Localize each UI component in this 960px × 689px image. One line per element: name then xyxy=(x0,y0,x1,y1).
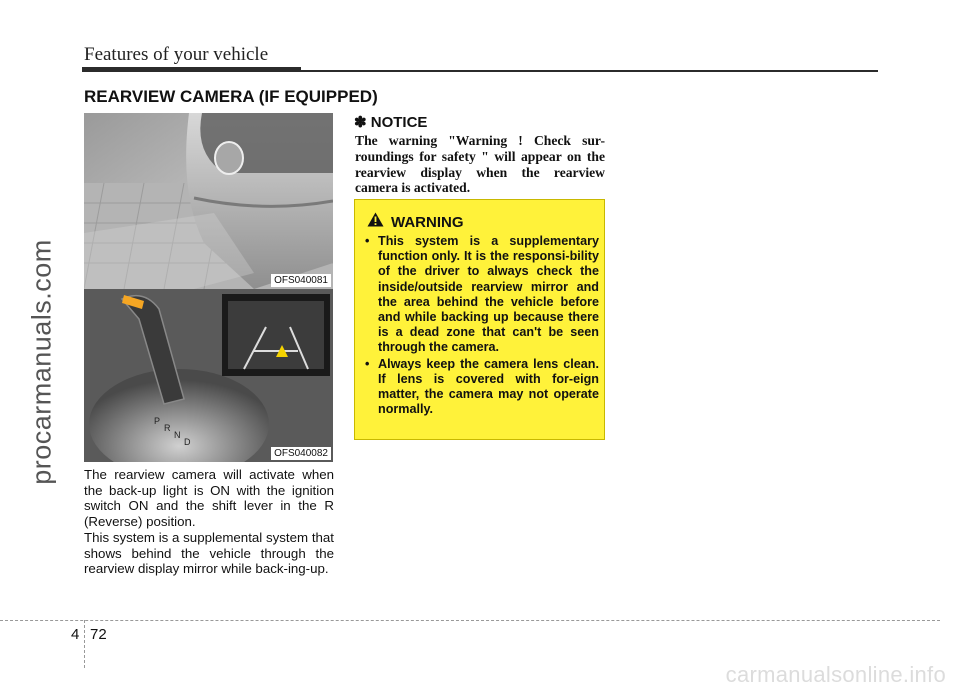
bullet: • xyxy=(365,356,370,371)
figure-code: OFS040081 xyxy=(271,274,331,287)
notice-title: ✽ NOTICE xyxy=(354,114,428,131)
svg-text:D: D xyxy=(184,437,191,447)
footer-rule xyxy=(0,620,940,621)
header-title: Features of your vehicle xyxy=(84,44,269,65)
footer-divider xyxy=(84,620,85,668)
page-number: 72 xyxy=(90,626,107,643)
body-paragraph: This system is a supplemental system that shows behind the vehicle through the rearview display mirror while back-ing-up. xyxy=(84,530,334,576)
footer-watermark: carmanualsonline.info xyxy=(725,662,946,687)
warning-title: WARNING xyxy=(391,213,464,231)
svg-text:R: R xyxy=(164,423,171,433)
side-watermark: procarmanuals.com xyxy=(26,239,57,485)
svg-text:P: P xyxy=(154,416,161,426)
warning-triangle-icon xyxy=(367,212,384,232)
shift-lever-illustration xyxy=(84,289,333,462)
warning-header xyxy=(367,212,464,232)
section-title: REARVIEW CAMERA (IF EQUIPPED) xyxy=(84,87,378,106)
warning-item-text: Always keep the camera lens clean. If lens is covered with for-eign matter, the camera may not operate normally. xyxy=(378,356,599,417)
rear-camera-photo xyxy=(84,113,333,289)
warning-box xyxy=(354,199,605,440)
notice-text: The warning "Warning ! Check sur-roundings for safety " will appear on the rearview display when the rearview camera is activated. xyxy=(355,133,605,196)
warning-item xyxy=(363,357,599,418)
header-rule-thick xyxy=(82,67,301,72)
header-rule-thin xyxy=(301,70,878,72)
car-rear-illustration xyxy=(84,113,333,289)
chapter-number: 4 xyxy=(71,626,80,643)
warning-list xyxy=(363,234,599,418)
warning-item xyxy=(363,234,599,356)
bullet: • xyxy=(365,234,370,248)
shift-lever-photo xyxy=(84,289,333,462)
svg-text:N: N xyxy=(174,430,181,440)
warning-item-text: This system is a supplementary function only. It is the responsi-bility of the driver to always check the inside/outside rearview mirror and the area behind the vehicle before and while backing up because there is a dead zone that can't be seen through the camera. xyxy=(378,234,599,355)
body-paragraph: The rearview camera will activate when the back-up light is ON with the ignition switch ON and the shift lever in the R (Reverse) position. xyxy=(84,467,334,529)
figure-code: OFS040082 xyxy=(271,447,331,460)
